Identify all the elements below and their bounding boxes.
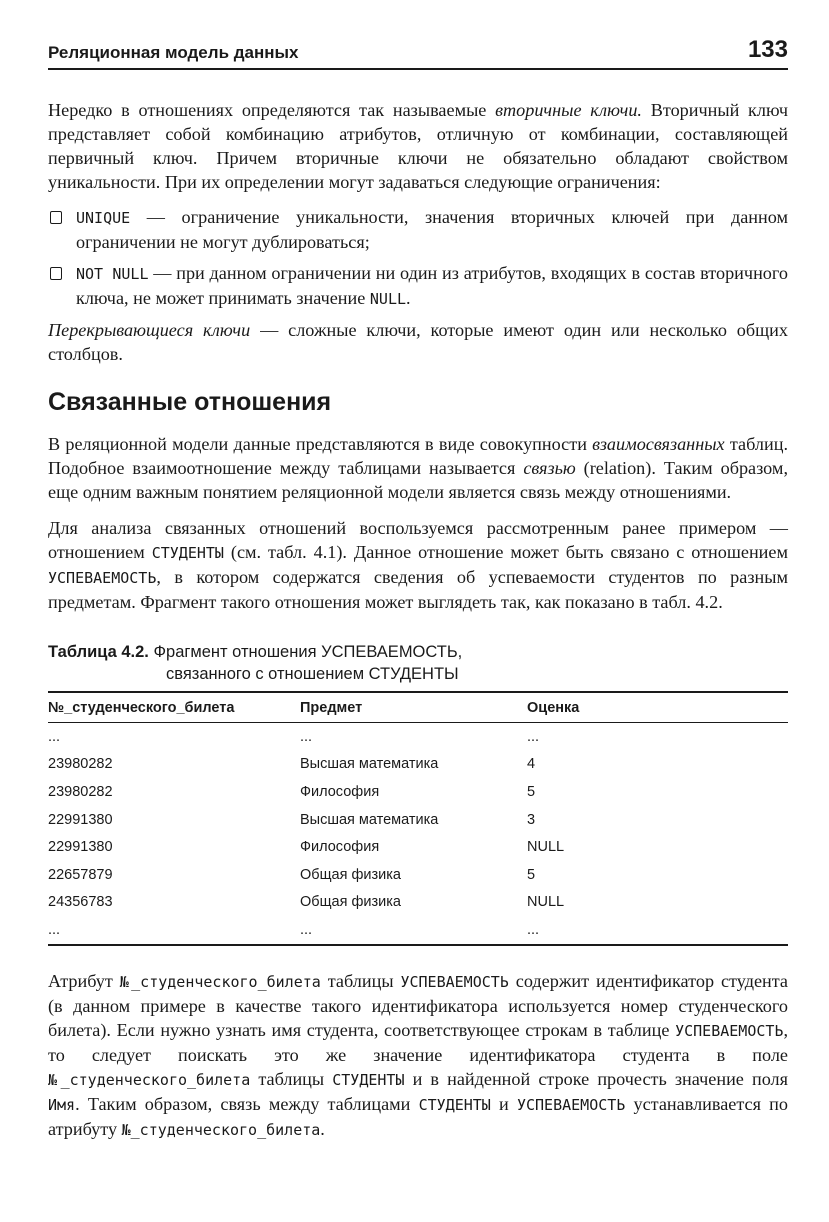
cell-student-id: ... — [48, 916, 300, 945]
cell-student-id: ... — [48, 728, 61, 745]
list-item-not-null: NOT NULL — при данном ограничении ни один из атрибутов, входящих в состав вторичного ключа, не может принимать значение NULL. — [48, 261, 788, 311]
code-null: NULL — [369, 290, 407, 308]
cell-subject: Высшая математика — [300, 811, 439, 828]
cell-student-id: 22657879 — [48, 866, 113, 883]
cell-student-id: 23980282 — [48, 783, 113, 800]
table-row — [48, 806, 788, 834]
cell-grade: NULL — [527, 894, 565, 911]
cell-student-id: 24356783 — [48, 894, 113, 911]
book-page — [48, 34, 788, 1142]
cell-subject: Общая физика — [300, 894, 401, 911]
code-progress: УСПЕВАЕМОСТЬ — [516, 1095, 626, 1114]
code-students: СТУДЕНТЫ — [332, 1070, 405, 1089]
table-row — [48, 833, 788, 861]
cell-subject: ... — [300, 916, 527, 945]
checkbox-bullet-icon — [50, 267, 62, 280]
cell-subject: ... — [300, 728, 313, 745]
code-progress: УСПЕВАЕМОСТЬ — [48, 569, 157, 587]
caption-line-1: Таблица 4.2. Фрагмент отношения УСПЕВАЕМОСТЬ, — [48, 643, 463, 661]
table-row — [48, 751, 788, 779]
cell-subject: Общая физика — [300, 866, 401, 883]
code-student-id: №_студенческого_билета — [48, 1070, 251, 1089]
term-overlapping-keys: Перекрывающиеся ключи — [48, 320, 251, 340]
cell-grade: 3 — [527, 811, 536, 828]
cell-student-id: 23980282 — [48, 756, 113, 773]
table-header-row — [48, 692, 788, 723]
checkbox-bullet-icon — [50, 211, 62, 224]
running-header — [48, 34, 788, 70]
page-number: 133 — [747, 36, 788, 63]
cell-grade: ... — [527, 728, 540, 745]
cell-student-id: 22991380 — [48, 839, 113, 856]
caption-line-2: связанного с отношением СТУДЕНТЫ — [166, 665, 459, 683]
section-title: Связанные отношения — [48, 388, 332, 416]
code-progress: УСПЕВАЕМОСТЬ — [400, 972, 509, 991]
caption-label: Таблица 4.2. — [48, 643, 149, 661]
code-not-null: NOT NULL — [76, 265, 149, 283]
cell-subject: Высшая математика — [300, 756, 439, 773]
running-title: Реляционная модель данных — [48, 43, 299, 62]
code-name-field: Имя — [48, 1095, 76, 1114]
code-students: СТУДЕНТЫ — [151, 544, 224, 562]
paragraph-relations: В реляционной модели данные представляются в виде совокупности взаимосвязанных таблиц. Подобное взаимоотношение между таблицами называется связью (relation). Таким образом, еще одним важным понятием реляционной модели является связь между отношениями. — [48, 434, 788, 502]
cell-grade: ... — [527, 916, 788, 945]
paragraph-attribute: Атрибут №_студенческого_билета таблицы УСПЕВАЕМОСТЬ содержит идентификатор студента (в данном примере в качестве такого идентификатора используется номер студенческого билета). Если нужно узнать имя студента, соответствующее строкам в таблице УСПЕВАЕМОСТЬ, то следует поискать это же значение идентификатора студента в поле №_студенческого_билета таблицы СТУДЕНТЫ и в найденной строке прочесть значение поля Имя. Таким образом, связь между таблицами СТУДЕНТЫ и УСПЕВАЕМОСТЬ устанавливается по атрибуту №_студенческого_билета. — [48, 970, 788, 1139]
code-unique: UNIQUE — [76, 209, 131, 227]
term-secondary-keys: вторичные ключи. — [495, 100, 642, 120]
table-row — [48, 889, 788, 917]
table-row — [48, 778, 788, 806]
term-interrelated: взаимосвязанных — [592, 434, 725, 454]
cell-grade: 4 — [527, 756, 536, 773]
cell-grade: 5 — [527, 783, 536, 800]
paragraph-secondary-keys: Нередко в отношениях определяются так называемые вторичные ключи. Вторичный ключ представляет собой комбинацию атрибутов, отличную от комбинации, составляющей первичный ключ. Причем вторичные ключи не обязательно обладают свойством уникальности. При их определении могут задаваться следующие ограничения: — [48, 100, 789, 192]
cell-subject: Философия — [300, 839, 380, 856]
list-item-unique: UNIQUE — ограничение уникальности, значения вторичных ключей при данном ограничении не могут дублироваться; — [48, 205, 788, 254]
cell-grade: 5 — [527, 866, 536, 883]
header-student-id: №_студенческого_билета — [48, 692, 300, 723]
table-caption — [48, 641, 788, 685]
progress-table — [48, 691, 788, 946]
table-row — [48, 861, 788, 889]
code-progress: УСПЕВАЕМОСТЬ — [675, 1021, 784, 1040]
header-subject: Предмет — [300, 692, 527, 723]
code-student-id: №_студенческого_билета — [121, 1120, 321, 1139]
constraints-list — [48, 205, 788, 311]
code-student-id: №_студенческого_билета — [119, 972, 321, 991]
header-grade: Оценка — [527, 692, 788, 723]
term-relation: связью — [523, 458, 576, 478]
table-row — [48, 723, 788, 751]
cell-subject: Философия — [300, 783, 380, 800]
cell-student-id: 22991380 — [48, 811, 113, 828]
paragraph-analysis: Для анализа связанных отношений воспользуемся рассмотренным ранее примером — отношением СТУДЕНТЫ (см. табл. 4.1). Данное отношение может быть связано с отношением УСПЕВАЕМОСТЬ, в котором содержатся сведения об успеваемости студентов по разным предметам. Фрагмент такого отношения может выглядеть так, как показано в табл. 4.2. — [48, 518, 788, 612]
cell-grade: NULL — [527, 839, 565, 856]
table-row — [48, 916, 788, 945]
code-students: СТУДЕНТЫ — [418, 1095, 491, 1114]
paragraph-overlapping-keys: Перекрывающиеся ключи — сложные ключи, которые имеют один или несколько общих столбцов. — [48, 320, 788, 364]
